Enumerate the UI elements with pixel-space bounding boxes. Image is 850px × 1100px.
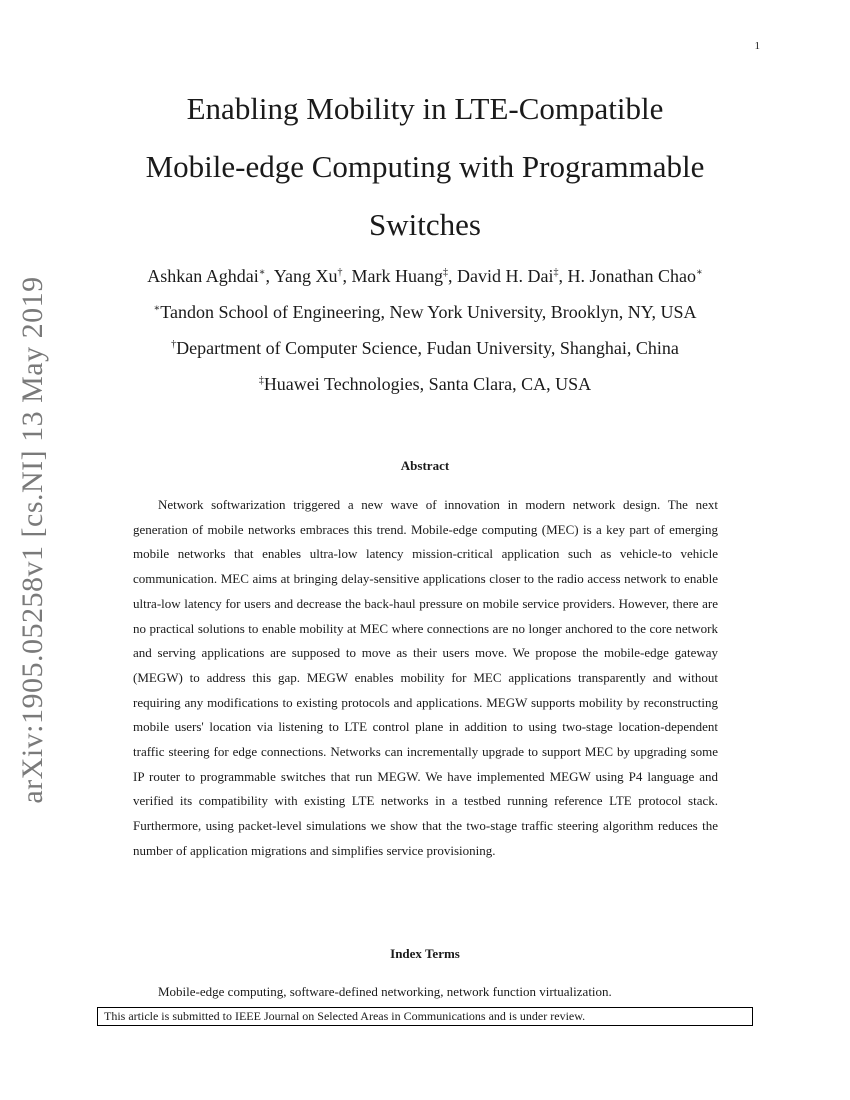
author-name: Mark Huang xyxy=(351,266,444,286)
title-line-1: Enabling Mobility in LTE-Compatible xyxy=(186,91,664,126)
affiliation-text: Department of Computer Science, Fudan University, Shanghai, China xyxy=(176,338,679,358)
author-list: Ashkan Aghdai∗, Yang Xu†, Mark Huang‡, David H. Dai‡, H. Jonathan Chao∗ xyxy=(147,266,703,286)
author-name: David H. Dai xyxy=(457,266,554,286)
affiliation-text: Tandon School of Engineering, New York University, Brooklyn, NY, USA xyxy=(160,302,697,322)
arxiv-identifier-stamp[interactable]: arXiv:1905.05258v1 [cs.NI] 13 May 2019 xyxy=(16,276,49,804)
abstract-body: Network softwarization triggered a new wave of innovation in modern network design. The next generation of mobile networks embraces this trend. Mobile-edge computing (MEC) is a key part of emerging mobile networks that enables ultra-low latency mission-critical application such as vehicle-to vehicle communication. MEC aims at bringing delay-sensitive applications closer to the radio access network to enable ultra-low latency for users and decrease the back-haul pressure on mobile service providers. However, there are no practical solutions to enable mobility at MEC where connections are no longer anchored to the core network and serving applications are supposed to move as their users move. We propose the mobile-edge gateway (MEGW) to address this gap. MEGW enables mobility for MEC applications transparently and without requiring any modifications to existing protocols and applications. MEGW supports mobility by reconstructing mobile users' location via listening to LTE control plane in addition to using two-stage location-dependent traffic steering for edge connections. Networks can incrementally upgrade to support MEC by upgrading some IP router to programmable switches that run MEGW. We have implemented MEGW using P4 language and verified its compatibility with existing LTE networks in a testbed running reference LTE protocol stack. Furthermore, using packet-level simulations we show that the two-stage traffic steering algorithm reduces the number of application migrations and simplifies service provisioning. xyxy=(133,497,718,858)
author-name: H. Jonathan Chao xyxy=(567,266,696,286)
abstract-heading: Abstract xyxy=(400,458,450,473)
author-mark: ‡ xyxy=(443,267,449,278)
affiliation-mark: † xyxy=(171,339,177,350)
affiliation-mark: ∗ xyxy=(153,303,161,314)
title-line-2: Mobile-edge Computing with Programmable xyxy=(145,149,705,184)
affiliation-mark: ‡ xyxy=(258,375,264,386)
affiliation-1 xyxy=(60,294,790,330)
paper-title xyxy=(80,80,770,254)
index-terms-heading: Index Terms xyxy=(390,946,460,961)
author-mark: ∗ xyxy=(695,267,703,278)
affiliation-text: Huawei Technologies, Santa Clara, CA, USA xyxy=(263,374,592,394)
index-terms-body: Mobile-edge computing, software-defined networking, network function virtualization. xyxy=(158,984,612,999)
submission-note: This article is submitted to IEEE Journal on Selected Areas in Communications and is under review. xyxy=(97,1007,753,1026)
author-block xyxy=(60,258,790,402)
author-mark: ‡ xyxy=(553,267,559,278)
title-line-3: Switches xyxy=(369,207,481,242)
author-name: Ashkan Aghdai xyxy=(147,266,259,286)
author-mark: ∗ xyxy=(258,267,266,278)
author-mark: † xyxy=(337,267,343,278)
affiliation-3 xyxy=(60,366,790,402)
page-number: 1 xyxy=(754,40,760,52)
author-name: Yang Xu xyxy=(273,266,338,286)
affiliation-2 xyxy=(60,330,790,366)
